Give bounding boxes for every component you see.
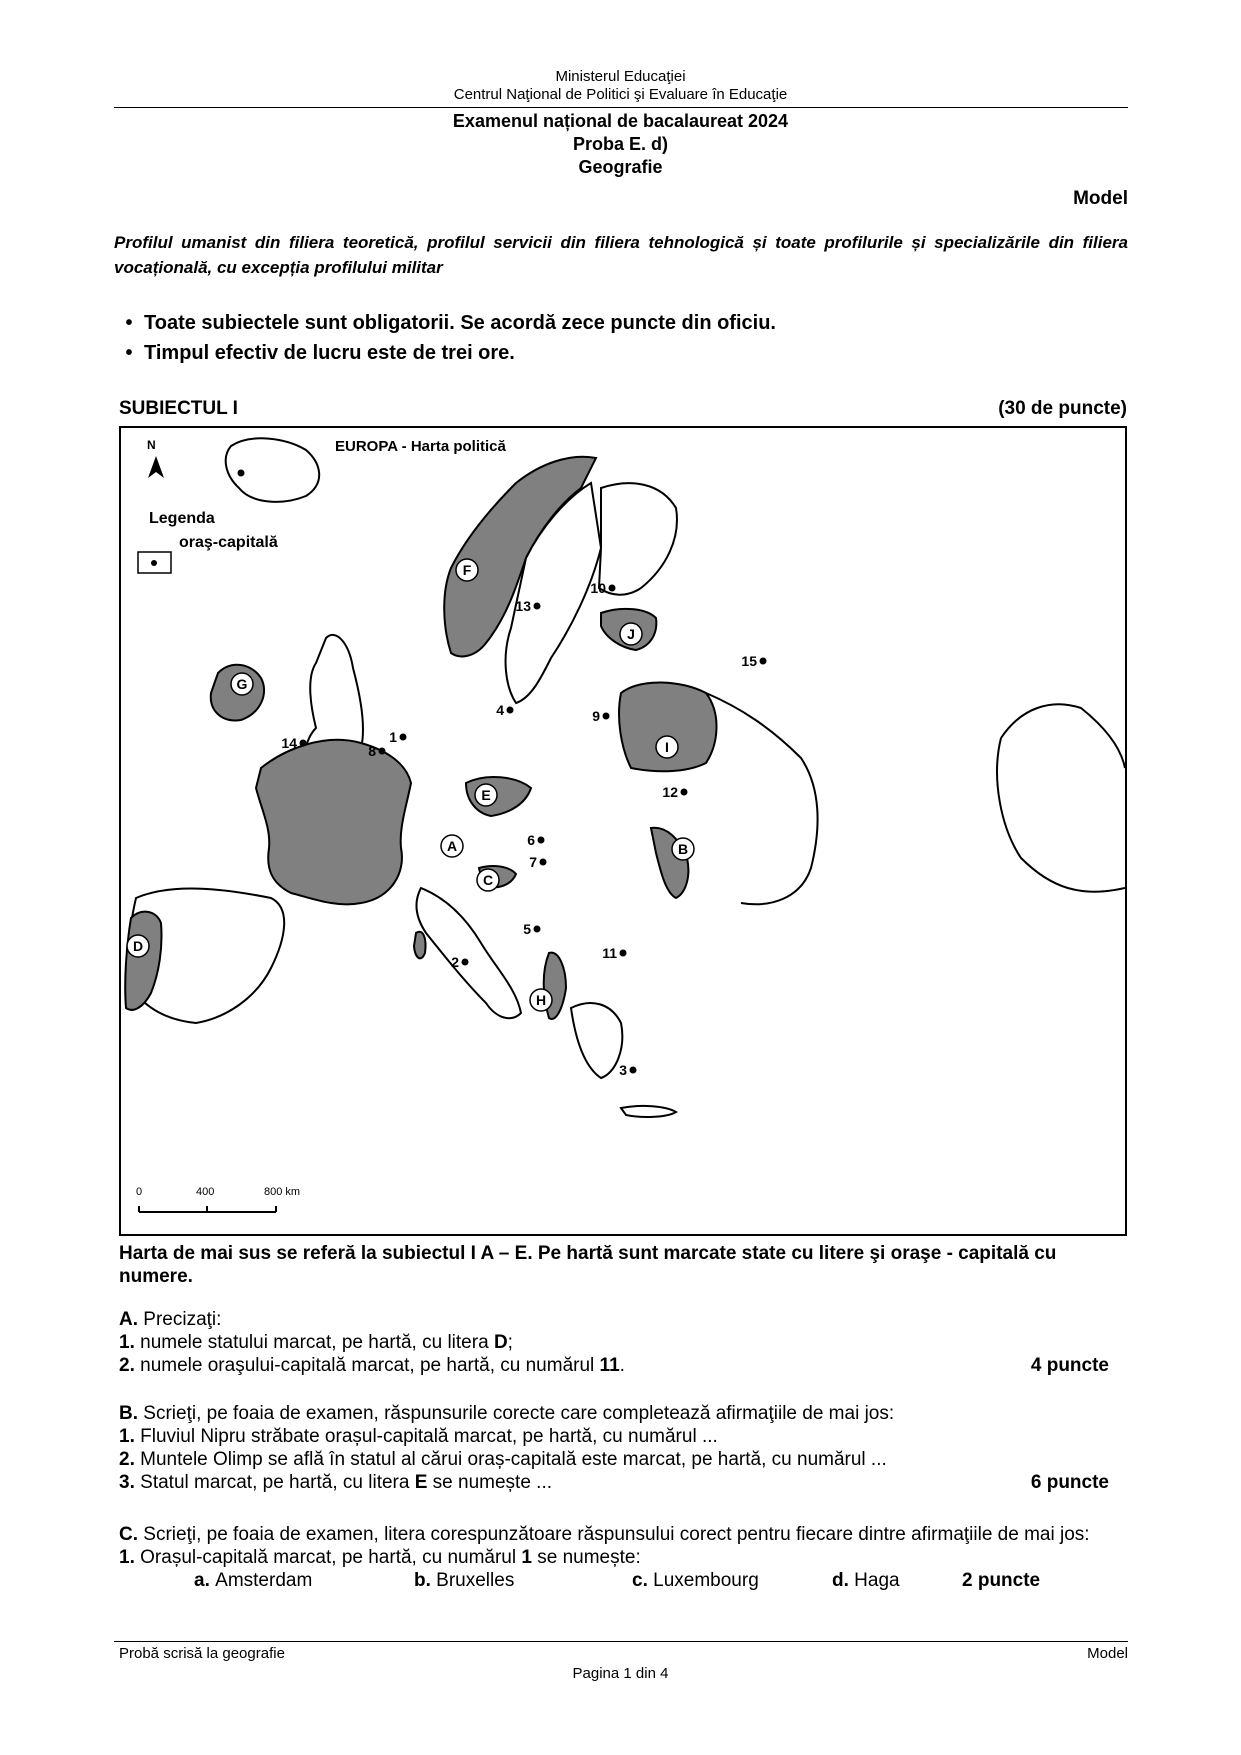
svg-text:C: C [482, 872, 494, 888]
north-arrow-icon [148, 456, 164, 478]
part-b [119, 1402, 1127, 1494]
capital-marker-1 [389, 729, 406, 745]
capital-marker-15 [741, 653, 766, 669]
legend-title: Legenda [149, 510, 215, 527]
part-a-item-2: 2. numele oraşului-capitală marcat, pe hartă, cu numărul 11. 4 puncte [119, 1355, 1109, 1376]
finland-shape [599, 483, 677, 595]
capital-marker-7 [529, 854, 546, 870]
part-c [119, 1523, 1127, 1592]
instructions-list [114, 308, 1128, 368]
capital-marker-12 [662, 784, 687, 800]
state-marker-b [672, 838, 694, 860]
capital-dot-icon [151, 560, 157, 566]
capital-marker-11 [602, 945, 626, 961]
europe-political-map [119, 426, 1127, 1236]
part-a [119, 1308, 1127, 1377]
part-b-points: 6 puncte [1030, 1472, 1109, 1493]
part-c-question: 1. Orașul-capitală marcat, pe hartă, cu numărul 1 se numește: [119, 1547, 641, 1568]
capital-marker-6 [527, 832, 544, 848]
svg-text:10: 10 [590, 580, 606, 596]
part-c-options [119, 1569, 1127, 1592]
state-marker-i [656, 736, 678, 758]
north-label: N [147, 438, 156, 452]
footer-right: Model [1087, 1645, 1128, 1662]
svg-text:12: 12 [662, 784, 678, 800]
profile-text: Profilul umanist din filiera teoretică, profilul servicii din filiera tehnologică și toate profilurile și specializările din filiera vocațională, cu excepția profilului militar [114, 233, 1128, 277]
state-marker-a [441, 835, 463, 857]
svg-text:I: I [665, 739, 669, 755]
svg-text:H: H [535, 992, 547, 1008]
footer-left: Probă scrisă la geografie [119, 1645, 285, 1662]
capital-marker-4 [496, 702, 513, 718]
svg-text:A: A [446, 838, 458, 854]
svg-text:5: 5 [523, 921, 531, 937]
svg-text:9: 9 [592, 708, 600, 724]
instruction-item: • Timpul efectiv de lucru este de trei ore. [114, 338, 1128, 368]
capital-dot [238, 470, 245, 477]
part-b-item-2: 2. Muntele Olimp se află în statul al cărui oraș-capitală este marcat, pe hartă, cu numărul ... [119, 1449, 887, 1470]
part-a-item-1: 1. numele statului marcat, pe hartă, cu litera D; [119, 1332, 513, 1353]
svg-text:13: 13 [515, 598, 531, 614]
svg-text:11: 11 [602, 945, 617, 961]
corsica-shape [414, 932, 426, 959]
capital-marker-3 [619, 1062, 636, 1078]
instruction-item: • Toate subiectele sunt obligatorii. Se acordă zece puncte din oficiu. [114, 308, 1128, 338]
footer-divider [114, 1641, 1128, 1642]
state-marker-e [475, 784, 497, 806]
state-marker-c [477, 869, 499, 891]
state-marker-f [456, 559, 478, 581]
bullet-icon: • [125, 312, 133, 334]
exam-title: Examenul național de bacalaureat 2024 [452, 111, 789, 131]
option-b: b. Bruxelles [414, 1570, 515, 1591]
state-marker-d [127, 935, 149, 957]
svg-text:D: D [132, 938, 144, 954]
capital-marker-9 [592, 708, 609, 724]
section-title: SUBIECTUL I [119, 398, 238, 419]
svg-text:4: 4 [496, 702, 504, 718]
model-label: Model [1073, 188, 1128, 209]
svg-text:7: 7 [529, 854, 537, 870]
svg-text:2: 2 [451, 954, 459, 970]
france-shape [256, 740, 411, 905]
part-a-points: 4 puncte [1030, 1355, 1109, 1376]
svg-text:1: 1 [389, 729, 397, 745]
option-c: c. Luxembourg [632, 1570, 759, 1591]
scale-label-0: 0 [136, 1186, 143, 1198]
svg-text:J: J [627, 626, 635, 642]
map-title: EUROPA - Harta politică [335, 438, 506, 455]
header-divider [114, 107, 1128, 108]
svg-text:3: 3 [619, 1062, 627, 1078]
svg-text:8: 8 [368, 743, 376, 759]
svg-text:14: 14 [281, 735, 297, 751]
part-c-intro: C. Scrieţi, pe foaia de examen, litera corespunzătoare răspunsului corect pentru fiecare dintre afirmaţiile de mai jos: [119, 1524, 1090, 1545]
capital-marker-5 [523, 921, 540, 937]
svg-text:E: E [481, 787, 491, 803]
subject-title: Geografie [578, 157, 663, 177]
state-marker-j [620, 623, 642, 645]
scale-label-400: 400 [196, 1186, 215, 1198]
greece-shape [571, 1003, 622, 1078]
center-name: Centrul Naţional de Politici şi Evaluare în Educaţie [453, 86, 788, 103]
bullet-icon: • [125, 342, 133, 364]
crete-shape [621, 1106, 676, 1117]
state-marker-h [530, 989, 552, 1011]
section-heading [119, 398, 1127, 420]
italy-shape [416, 888, 521, 1018]
option-a: a. Amsterdam [194, 1570, 313, 1591]
part-b-intro: B. Scrieţi, pe foaia de examen, răspunsurile corecte care completează afirmaţiile de mai jos: [119, 1403, 895, 1424]
part-c-points: 2 puncte [962, 1570, 1041, 1591]
svg-text:6: 6 [527, 832, 535, 848]
section-points: (30 de puncte) [998, 398, 1127, 419]
caspian-coast [1001, 704, 1125, 768]
ukraine-border [706, 693, 818, 904]
proba-title: Proba E. d) [572, 134, 668, 154]
scale-label-800: 800 km [264, 1186, 301, 1198]
part-a-intro: A. Precizaţi: [119, 1309, 222, 1330]
map-caption: Harta de mai sus se referă la subiectul I A – E. Pe hartă sunt marcate state cu litere şi oraşe - capitală cu numere. [119, 1243, 1057, 1287]
part-b-item-1: 1. Fluviul Nipru străbate orașul-capitală marcat, pe hartă, cu numărul ... [119, 1426, 718, 1447]
svg-text:F: F [462, 562, 472, 578]
part-b-item-3: 3. Statul marcat, pe hartă, cu litera E se numește ... 6 puncte [119, 1472, 1109, 1493]
ministry-name: Ministerul Educaţiei [555, 68, 686, 85]
option-d: d. Haga [832, 1570, 900, 1591]
svg-text:15: 15 [741, 653, 757, 669]
legend-capital-label: oraş-capitală [179, 534, 278, 551]
state-marker-g [231, 673, 253, 695]
svg-text:B: B [677, 841, 689, 857]
svg-text:G: G [236, 676, 248, 692]
caspian-coast-south [997, 738, 1125, 892]
page-number: Pagina 1 din 4 [572, 1665, 669, 1682]
